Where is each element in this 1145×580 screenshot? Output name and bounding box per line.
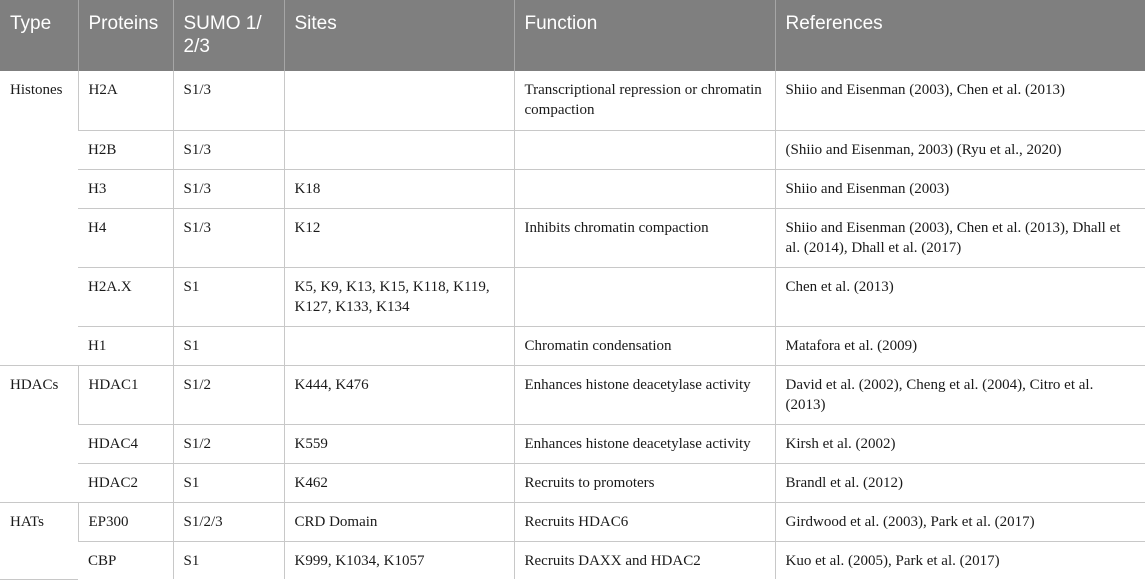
references-cell: Kuo et al. (2005), Park et al. (2017) bbox=[775, 541, 1145, 579]
header-row bbox=[0, 0, 1145, 71]
header-sites: Sites bbox=[284, 0, 514, 71]
table-row bbox=[0, 541, 1145, 579]
references-cell: (Shiio and Eisenman, 2003) (Ryu et al., 2020) bbox=[775, 130, 1145, 169]
protein-cell: H2B bbox=[78, 130, 173, 169]
sites-cell: K559 bbox=[284, 424, 514, 463]
protein-cell: H3 bbox=[78, 169, 173, 208]
function-cell bbox=[514, 267, 775, 326]
header-proteins: Proteins bbox=[78, 0, 173, 71]
sumo-cell: S1/2 bbox=[173, 365, 284, 424]
function-cell bbox=[514, 169, 775, 208]
header-type: Type bbox=[0, 0, 78, 71]
sites-cell: CRD Domain bbox=[284, 502, 514, 541]
sumo-cell: S1/2/3 bbox=[173, 502, 284, 541]
references-cell: David et al. (2002), Cheng et al. (2004), Citro et al. (2013) bbox=[775, 365, 1145, 424]
function-cell: Recruits HDAC6 bbox=[514, 502, 775, 541]
function-cell: Inhibits chromatin compaction bbox=[514, 208, 775, 267]
function-cell: Recruits DAXX and HDAC2 bbox=[514, 541, 775, 579]
sumo-cell: S1/3 bbox=[173, 71, 284, 130]
function-cell: Recruits to promoters bbox=[514, 463, 775, 502]
type-cell: Histones bbox=[0, 71, 78, 365]
sumo-cell: S1/3 bbox=[173, 130, 284, 169]
sites-cell bbox=[284, 326, 514, 365]
references-cell: Shiio and Eisenman (2003), Chen et al. (2013), Dhall et al. (2014), Dhall et al. (2017) bbox=[775, 208, 1145, 267]
protein-cell: H4 bbox=[78, 208, 173, 267]
protein-cell: H2A bbox=[78, 71, 173, 130]
protein-cell: H1 bbox=[78, 326, 173, 365]
sumo-cell: S1 bbox=[173, 463, 284, 502]
table-row bbox=[0, 71, 1145, 130]
sites-cell: K5, K9, K13, K15, K118, K119, K127, K133, K134 bbox=[284, 267, 514, 326]
type-cell: HATs bbox=[0, 502, 78, 579]
sumo-cell: S1/3 bbox=[173, 208, 284, 267]
table-row bbox=[0, 130, 1145, 169]
sites-cell: K999, K1034, K1057 bbox=[284, 541, 514, 579]
sumo-cell: S1/3 bbox=[173, 169, 284, 208]
protein-cell: HDAC2 bbox=[78, 463, 173, 502]
sites-cell: K462 bbox=[284, 463, 514, 502]
references-cell: Chen et al. (2013) bbox=[775, 267, 1145, 326]
references-cell: Kirsh et al. (2002) bbox=[775, 424, 1145, 463]
sumo-cell: S1 bbox=[173, 326, 284, 365]
sumo-cell: S1 bbox=[173, 541, 284, 579]
sites-cell: K18 bbox=[284, 169, 514, 208]
table-row bbox=[0, 326, 1145, 365]
type-cell: HDACs bbox=[0, 365, 78, 502]
function-cell: Transcriptional repression or chromatin compaction bbox=[514, 71, 775, 130]
protein-cell: H2A.X bbox=[78, 267, 173, 326]
table-row bbox=[0, 365, 1145, 424]
sites-cell: K444, K476 bbox=[284, 365, 514, 424]
protein-cell: CBP bbox=[88, 552, 117, 569]
protein-cell: HDAC4 bbox=[78, 424, 173, 463]
sites-cell bbox=[284, 130, 514, 169]
table-row bbox=[0, 502, 1145, 541]
references-cell: Shiio and Eisenman (2003), Chen et al. (2013) bbox=[775, 71, 1145, 130]
sites-cell: K12 bbox=[284, 208, 514, 267]
function-cell: Enhances histone deacetylase activity bbox=[514, 365, 775, 424]
references-cell: Matafora et al. (2009) bbox=[775, 326, 1145, 365]
function-cell: Chromatin condensation bbox=[514, 326, 775, 365]
table-row bbox=[0, 267, 1145, 326]
references-cell: Shiio and Eisenman (2003) bbox=[775, 169, 1145, 208]
function-cell bbox=[514, 130, 775, 169]
sumo-cell: S1/2 bbox=[173, 424, 284, 463]
protein-cell: HDAC1 bbox=[78, 365, 173, 424]
table-row bbox=[0, 208, 1145, 267]
table-row bbox=[0, 424, 1145, 463]
protein-cell: EP300 bbox=[78, 502, 173, 541]
header-function: Function bbox=[514, 0, 775, 71]
table-row bbox=[0, 463, 1145, 502]
references-cell: Brandl et al. (2012) bbox=[775, 463, 1145, 502]
header-sumo: SUMO 1/ 2/3 bbox=[173, 0, 284, 71]
function-cell: Enhances histone deacetylase activity bbox=[514, 424, 775, 463]
references-cell: Girdwood et al. (2003), Park et al. (2017) bbox=[775, 502, 1145, 541]
sumo-cell: S1 bbox=[173, 267, 284, 326]
header-references: References bbox=[775, 0, 1145, 71]
sites-cell bbox=[284, 71, 514, 130]
table-row bbox=[0, 169, 1145, 208]
